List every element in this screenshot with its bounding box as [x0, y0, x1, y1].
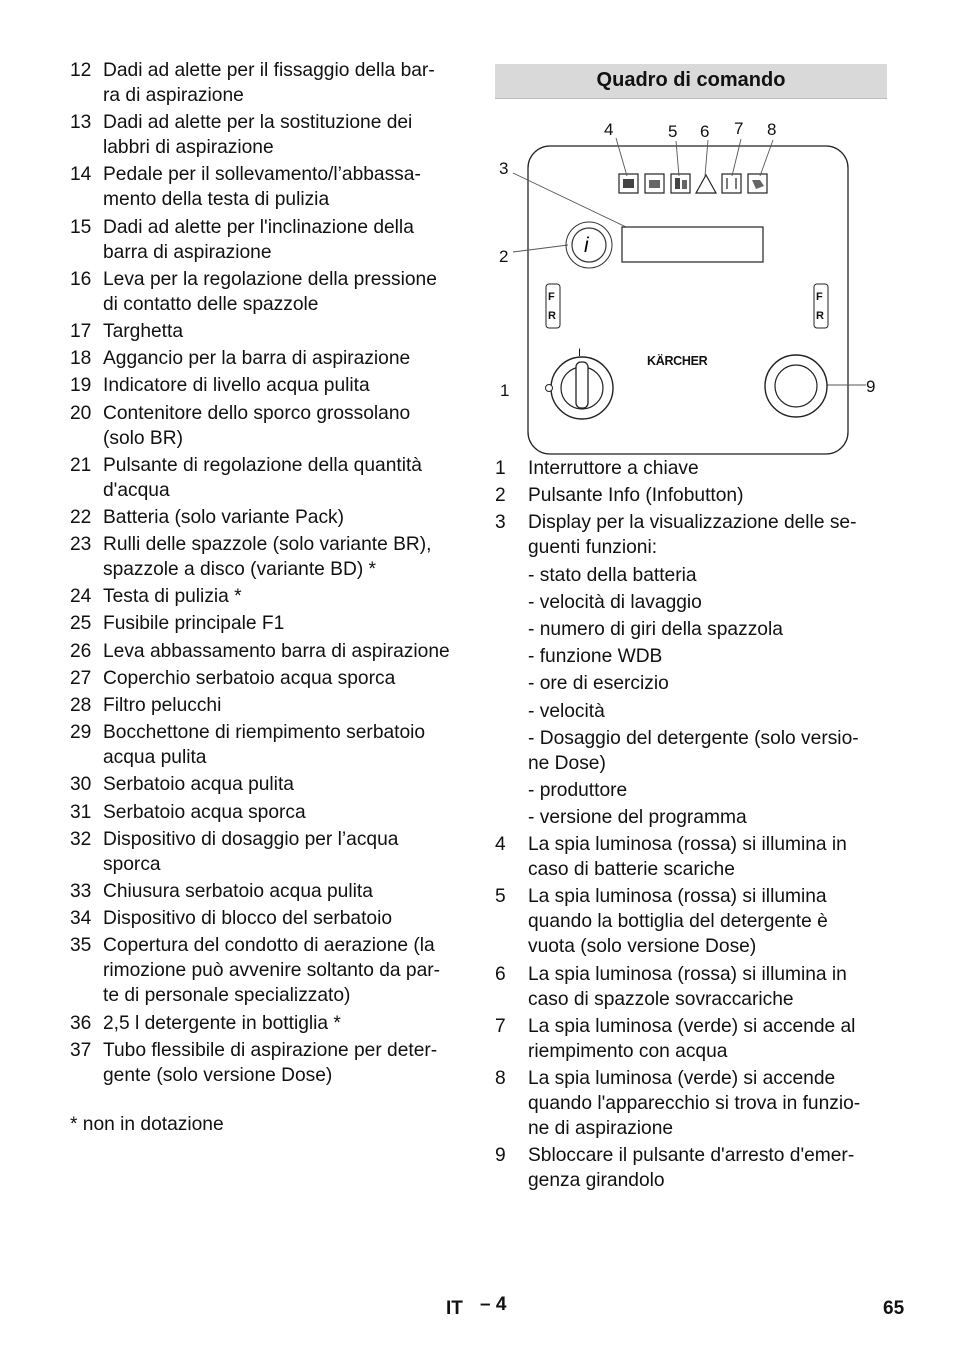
list-item-text: Dadi ad alette per l'inclinazione della barra di aspirazione — [103, 216, 414, 263]
list-item-number: 2 — [495, 485, 506, 507]
list-item — [70, 532, 462, 582]
control-panel-figure — [490, 108, 890, 458]
list-item-text: La spia luminosa (verde) si accende quando l'apparecchio si trova in funzio- ne di aspirazione — [528, 1068, 861, 1139]
sub-list-item: - velocità — [528, 700, 605, 722]
list-item-text: Tubo flessibile di aspirazione per deter- gente (solo versione Dose) — [103, 1039, 438, 1086]
list-item-number: 24 — [70, 586, 92, 608]
callout-3: 3 — [499, 159, 509, 178]
list-item — [70, 693, 462, 718]
list-item — [70, 401, 462, 451]
list-item-number: 34 — [70, 908, 92, 930]
list-item — [70, 800, 462, 825]
info-button[interactable] — [566, 222, 612, 268]
callout-8: 8 — [767, 120, 777, 139]
list-item — [70, 827, 462, 877]
list-item-number: 32 — [70, 828, 92, 850]
brush-overload-icon — [671, 174, 690, 193]
list-item-number: 20 — [70, 402, 92, 424]
list-item-number: 8 — [495, 1068, 506, 1089]
list-item — [495, 962, 887, 1012]
list-item-number: 5 — [495, 886, 506, 908]
svg-text:F: F — [548, 291, 555, 303]
list-item — [70, 373, 462, 398]
sub-list-item: - ore di esercizio — [528, 673, 669, 695]
list-item-number: 16 — [70, 268, 92, 290]
list-item-text: Contenitore dello sporco grossolano (solo BR) — [103, 402, 411, 449]
callout-4: 4 — [604, 120, 614, 139]
svg-text:R: R — [816, 310, 824, 322]
list-item-text: Pulsante di regolazione della quantità d'acqua — [103, 454, 422, 501]
list-item-number: 33 — [70, 880, 92, 902]
list-item — [495, 510, 887, 560]
list-item-number: 15 — [70, 216, 92, 238]
list-item-text: La spia luminosa (rossa) si illumina quando la bottiglia del detergente è vuota (solo versione Dose) — [528, 886, 828, 958]
list-item-text: La spia luminosa (rossa) si illumina in caso di spazzole sovraccariche — [528, 963, 847, 1010]
list-item-text: La spia luminosa (rossa) si illumina in caso di batterie scariche — [528, 834, 847, 881]
component-list-left — [70, 58, 462, 1088]
fr-buttons-right[interactable] — [814, 284, 828, 328]
callout-2: 2 — [499, 247, 509, 266]
list-item — [70, 346, 462, 371]
list-item-text: Chiusura serbatoio acqua pulita — [103, 880, 373, 902]
list-item — [495, 456, 887, 481]
sub-list-item: - numero di giri della spazzola — [528, 618, 783, 640]
svg-text:R: R — [548, 310, 556, 322]
list-item-text: La spia luminosa (verde) si accende al riempimento con acqua — [528, 1015, 856, 1062]
list-item-number: 21 — [70, 454, 92, 476]
list-item-number: 23 — [70, 534, 92, 556]
right-column — [495, 58, 887, 99]
sub-list-item: - versione del programma — [528, 807, 747, 829]
list-item — [70, 162, 462, 212]
list-item-number: 37 — [70, 1039, 92, 1061]
list-item-number: 35 — [70, 935, 92, 957]
footer-language: IT — [446, 1298, 463, 1319]
list-item — [70, 772, 462, 797]
list-item-text: Sbloccare il pulsante d'arresto d'emer- genza girandolo — [528, 1145, 855, 1192]
list-item-text: Dadi ad alette per la sostituzione dei labbri di aspirazione — [103, 112, 413, 159]
list-item-number: 30 — [70, 774, 92, 796]
list-item-number: 3 — [495, 512, 506, 534]
list-item-number: 9 — [495, 1145, 506, 1167]
callout-5: 5 — [668, 122, 678, 141]
list-item-text: Filtro pelucchi — [103, 695, 222, 716]
warning-icon — [696, 175, 716, 193]
list-item-text: Display per la visualizzazione delle se- guenti funzioni: — [528, 512, 857, 559]
list-item-text: Testa di pulizia * — [103, 586, 242, 608]
sub-list-item: - stato della batteria — [528, 564, 697, 586]
footer-page-number: 65 — [883, 1298, 905, 1319]
list-item-text: Rulli delle spazzole (solo variante BR), spazzole a disco (variante BD) * — [103, 534, 432, 581]
list-item-number: 7 — [495, 1015, 506, 1037]
list-item — [70, 639, 462, 664]
list-item-text: Dispositivo di dosaggio per l’acqua sporca — [103, 828, 399, 875]
list-item — [70, 110, 462, 160]
list-item — [70, 453, 462, 503]
sub-list-item: - funzione WDB — [528, 646, 663, 668]
water-fill-icon — [722, 174, 741, 193]
fr-buttons-left[interactable] — [546, 284, 560, 328]
list-item-text: Leva abbassamento barra di aspirazione — [103, 640, 450, 662]
display-screen — [622, 227, 763, 262]
footer-section: – 4 — [480, 1294, 507, 1315]
list-item — [70, 1011, 462, 1036]
list-item — [70, 58, 462, 108]
list-item-number: 18 — [70, 348, 92, 370]
list-item — [70, 267, 462, 317]
callout-9: 9 — [866, 377, 876, 396]
list-item — [70, 319, 462, 344]
list-item — [495, 1014, 887, 1064]
list-item-text: 2,5 l detergente in bottiglia * — [103, 1012, 341, 1034]
key-switch[interactable] — [546, 347, 614, 419]
svg-text:F: F — [816, 291, 823, 303]
left-column — [70, 58, 462, 1137]
list-item-number: 25 — [70, 613, 92, 635]
list-item-text: Leva per la regolazione della pressione di contatto delle spazzole — [103, 268, 437, 315]
sub-list-item: - produttore — [528, 779, 628, 801]
callout-6: 6 — [700, 122, 710, 141]
list-item — [495, 884, 887, 959]
callout-7: 7 — [734, 119, 744, 138]
list-item-text: Pulsante Info (Infobutton) — [528, 485, 744, 507]
list-item — [70, 611, 462, 636]
list-item-text: Dispositivo di blocco del serbatoio — [103, 908, 393, 930]
list-item-text: Dadi ad alette per il fissaggio della bar- ra di aspirazione — [103, 60, 435, 106]
list-item-number: 12 — [70, 60, 92, 81]
sub-list-item: - Dosaggio del detergente (solo versio- ne Dose) — [528, 727, 859, 774]
list-item-number: 28 — [70, 695, 92, 716]
list-item-text: Bocchettone di riempimento serbatoio acqua pulita — [103, 722, 426, 769]
list-item — [70, 720, 462, 770]
list-item-number: 29 — [70, 722, 92, 744]
section-heading: Quadro di comando — [495, 64, 887, 99]
list-item — [495, 832, 887, 882]
list-item — [495, 1143, 887, 1193]
list-item-number: 22 — [70, 506, 92, 528]
list-item-number: 27 — [70, 667, 92, 689]
list-item-number: 31 — [70, 801, 92, 823]
list-item — [70, 933, 462, 1008]
list-item-number: 26 — [70, 640, 92, 662]
list-item-text: Indicatore di livello acqua pulita — [103, 375, 370, 397]
list-item-text: Aggancio per la barra di aspirazione — [103, 348, 411, 370]
list-item-text: Pedale per il sollevamento/l’abbassa- mento della testa di pulizia — [103, 164, 421, 211]
callout-1: 1 — [500, 381, 510, 400]
list-item-number: 13 — [70, 112, 92, 134]
karcher-logo — [647, 353, 733, 368]
list-item-text: Fusibile principale F1 — [103, 613, 285, 635]
component-list-right — [495, 456, 887, 1195]
list-item — [70, 215, 462, 265]
list-item-text: Coperchio serbatoio acqua sporca — [103, 667, 396, 689]
list-item-text: Copertura del condotto di aerazione (la rimozione può avvenire soltanto da par- te di personale specializzato) — [103, 935, 441, 1007]
info-icon: i — [584, 234, 589, 257]
sub-list-item: - velocità di lavaggio — [528, 591, 702, 613]
list-item — [70, 1038, 462, 1088]
list-item-number: 4 — [495, 834, 506, 856]
footnote: * non in dotazione — [70, 1113, 224, 1135]
list-item-text: Interruttore a chiave — [528, 458, 699, 479]
list-item-number: 6 — [495, 963, 506, 985]
list-item-number: 36 — [70, 1012, 92, 1034]
list-item-text: Serbatoio acqua pulita — [103, 774, 294, 796]
list-item-text: Targhetta — [103, 320, 183, 342]
list-item-text: Batteria (solo variante Pack) — [103, 506, 345, 528]
indicator-lights — [619, 174, 767, 193]
list-item-number: 14 — [70, 164, 92, 186]
list-item-text: Serbatoio acqua sporca — [103, 801, 306, 823]
emergency-stop-button[interactable] — [765, 355, 827, 417]
list-item — [70, 584, 462, 609]
svg-text:I: I — [578, 347, 582, 359]
list-item — [70, 666, 462, 691]
svg-text:KÄRCHER: KÄRCHER — [647, 354, 708, 368]
list-item — [70, 906, 462, 931]
list-item-number: 17 — [70, 320, 92, 342]
list-item — [70, 505, 462, 530]
list-item — [70, 879, 462, 904]
list-item — [495, 1066, 887, 1141]
list-item-number: 19 — [70, 375, 92, 397]
list-item-number: 1 — [495, 458, 506, 479]
list-item — [495, 483, 887, 508]
